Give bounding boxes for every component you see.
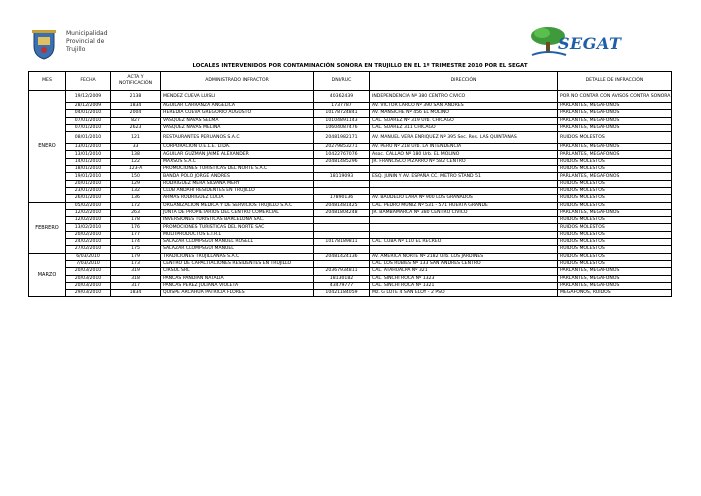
column-header-detalle: DETALLE DE INFRACCIÓN	[558, 72, 672, 91]
table-row	[29, 187, 672, 194]
detalle-cell: PARLANTES, MEGAFONOS	[558, 173, 672, 180]
dni-cell: 20481485296	[314, 158, 370, 165]
municipality-line-1: Municipalidad	[66, 30, 108, 37]
acta-cell: 132	[111, 187, 161, 194]
direccion-cell	[370, 180, 558, 187]
table-row	[29, 282, 672, 289]
dni-cell: 1737787	[314, 103, 370, 110]
detalle-cell: RUIDOS MOLESTOS	[558, 217, 672, 224]
acta-cell: 318	[111, 275, 161, 282]
infractor-cell: PANCAS PANDIAN NATALIA	[161, 275, 314, 282]
infractor-cell: RESTAURANTES PERUANOS S.A.C	[161, 132, 314, 144]
fecha-cell: 07/01/2010	[66, 124, 111, 131]
detalle-cell: PARLANTES, MEGAFONOS	[558, 268, 672, 275]
dni-cell: 20481982171	[314, 132, 370, 144]
dni-cell: 10104891143	[314, 117, 370, 124]
infractor-cell: QUISPE ARCAHUA PATRICIA FLORES	[161, 290, 314, 297]
direccion-cell: CAL. SINCHI ROCA Nº 1321	[370, 282, 558, 289]
table-row	[29, 253, 672, 260]
direccion-cell: INDEPENDENCIA Nº 380 CENTRO CIVICO	[370, 91, 558, 103]
acta-cell: 827	[111, 117, 161, 124]
direccion-cell: Mz. G LOTE 4 SAN ELOY - 2 PSO	[370, 290, 558, 297]
table-row	[29, 180, 672, 187]
table-row	[29, 268, 672, 275]
infractor-cell: CORPORACIÓN U.E.L.E. LTDA.	[161, 144, 314, 151]
direccion-cell: JR. FRANCISCO PIZARRO Nº 582 CENTRO	[370, 158, 558, 165]
detalle-cell: PARLANTES, MEGAFONOS	[558, 103, 672, 110]
detalle-cell: RUIDOS MOLESTOS	[558, 253, 672, 260]
detalle-cell: POR NO CONTAR CON AVISOS CONTRA SONORA	[558, 91, 672, 103]
acta-cell: 121	[111, 132, 161, 144]
direccion-cell: AV. BAUDELIO LARA Nº 900 LOS GRANADOS	[370, 195, 558, 202]
acta-cell: 2623	[111, 124, 161, 131]
acta-cell: 263	[111, 209, 161, 216]
acta-cell: 174	[111, 239, 161, 246]
table-header-row	[29, 72, 672, 91]
direccion-cell: CAL. LOS RUBIES Nº 133 SAN ANDRES CENTRO	[370, 260, 558, 267]
fecha-cell: 29/03/2010	[66, 290, 111, 297]
table-row	[29, 209, 672, 216]
fecha-cell: 28/12/2009	[66, 103, 111, 110]
dni-cell	[314, 166, 370, 173]
dni-cell	[314, 224, 370, 231]
acta-cell: 150	[111, 173, 161, 180]
table-row	[29, 124, 672, 131]
fecha-cell: 6/03/2010	[66, 253, 111, 260]
direccion-cell: AV. MANUEL VERA ENRIQUEZ Nº 395 Sec. Res. LAS QUINTANAS	[370, 132, 558, 144]
detalle-cell: PARLANTES, MEGAFONOS	[558, 151, 672, 158]
dni-cell: 20481424136	[314, 253, 370, 260]
dni-cell: 20279853271	[314, 144, 370, 151]
infractor-cell: SALAZAR CLOMPSGUI MANUEL	[161, 246, 314, 253]
dni-cell: 18130182	[314, 275, 370, 282]
fecha-cell: 19/12/2009	[66, 91, 111, 103]
dni-cell: 20367934811	[314, 268, 370, 275]
acta-cell: 319	[111, 268, 161, 275]
table-row	[29, 217, 672, 224]
infractor-cell: AGUILAR GUZMAN JAIME ALEXANDER	[161, 151, 314, 158]
column-header-fecha: FECHA	[66, 72, 111, 91]
dni-cell	[314, 231, 370, 238]
table-row	[29, 151, 672, 158]
detalle-cell: RUIDOS MOLESTOS	[558, 260, 672, 267]
infractor-cell: SALAZAR CLOMPSGUI MANUEL ROSELL	[161, 239, 314, 246]
direccion-cell	[370, 246, 558, 253]
acta-cell: 173	[111, 260, 161, 267]
table-row	[29, 275, 672, 282]
fecha-cell: 18/01/2010	[66, 166, 111, 173]
dni-cell	[314, 246, 370, 253]
infractor-cell: MENDEZ CUEVA LUISLI	[161, 91, 314, 103]
fecha-cell: 27/02/2010	[66, 246, 111, 253]
infractor-cell: VASQUEZ NAVAS SELMA	[161, 117, 314, 124]
fecha-cell: 13/02/2010	[66, 224, 111, 231]
direccion-cell: AV. PERÚ Nº 218 Urb. LA INTENDENCIA	[370, 144, 558, 151]
detalle-cell: RUIDOS MOLESTOS	[558, 224, 672, 231]
infractor-cell: PROMOCIONES TURISTICAS DEL NORTE S.A.C	[161, 166, 314, 173]
direccion-cell	[370, 224, 558, 231]
acta-cell: 176	[111, 224, 161, 231]
detalle-cell: PARLANTES, MEGAFONOS	[558, 117, 672, 124]
table-row	[29, 117, 672, 124]
fecha-cell: 20/03/2010	[66, 275, 111, 282]
municipality-line-3: Trujillo	[66, 46, 86, 53]
fecha-cell: 23/01/2010	[66, 187, 111, 194]
acta-cell: 1834	[111, 103, 161, 110]
table-row	[29, 195, 672, 202]
table-row	[29, 110, 672, 117]
acta-cell: 2138	[111, 91, 161, 103]
dni-cell: 20481481425	[314, 202, 370, 209]
fecha-cell: 12/02/2010	[66, 217, 111, 224]
dni-cell: 17890136	[314, 195, 370, 202]
infractor-cell: PANCAS PEREZ JULIANA VIOLETA	[161, 282, 314, 289]
direccion-cell	[370, 217, 558, 224]
direccion-cell: Asoc. CALLAO Nº 180 Urb. EL MOLINO	[370, 151, 558, 158]
page-title: LOCALES INTERVENIDOS POR CONTAMINACIÓN SONORA EN TRUJILLO EN EL 1º TRIMESTRE 2010 POR EL SEGAT	[192, 63, 528, 69]
municipality-name	[66, 30, 108, 54]
acta-cell: 317	[111, 282, 161, 289]
fecha-cell: 24/02/2010	[66, 239, 111, 246]
segat-logo	[528, 24, 658, 64]
detalle-cell: RUIDOS MOLESTOS	[558, 202, 672, 209]
fecha-cell: 20/03/2010	[66, 282, 111, 289]
direccion-cell: CAL. SINCHI ROCA Nº 1323	[370, 275, 558, 282]
fecha-cell: 20/02/2010	[66, 231, 111, 238]
table-row	[29, 103, 672, 110]
acta-cell: 178	[111, 217, 161, 224]
direccion-cell: AV. AMERICA NORTE Nº 2182 Urb. LOS JARDINES	[370, 253, 558, 260]
infractor-cell: ORGANIZACIÓN MEDICA Y DE SERVICIOS TRUJILLO S.A.C	[161, 202, 314, 209]
fecha-cell: 19/01/2010	[66, 173, 111, 180]
month-cell: FEBRERO	[29, 202, 66, 253]
dni-cell: 10422767076	[314, 151, 370, 158]
acta-cell: 177	[111, 231, 161, 238]
direccion-cell: JR. BAMBAMARCA Nº 380 CENTRO CIVICO	[370, 209, 558, 216]
infractor-cell: JUNTA DE PROPIETARIOS DEL CENTRO COMERCIAL	[161, 209, 314, 216]
detalle-cell: RUIDOS MOLESTOS	[558, 239, 672, 246]
direccion-cell: AV. VICTOR LARCO Nº 390 SAN ANDRES	[370, 103, 558, 110]
dni-cell: 10604087476	[314, 124, 370, 131]
detalle-cell: RUIDOS MOLESTOS	[558, 246, 672, 253]
dni-cell	[314, 187, 370, 194]
acta-cell: 136	[111, 195, 161, 202]
table-row	[29, 91, 672, 103]
detalle-cell: PARLANTES, MEGAFONOS	[558, 282, 672, 289]
infractor-cell: MAXSUS S.A.C	[161, 158, 314, 165]
coat-of-arms-icon	[30, 28, 58, 60]
infractor-cell: HEREDIA CUEVA GREGORIO AUGUSTO	[161, 110, 314, 117]
infractor-cell: MULTIPRODUCTOS E.I.R.L	[161, 231, 314, 238]
acta-cell: 179	[111, 253, 161, 260]
direccion-cell	[370, 231, 558, 238]
table-row	[29, 202, 672, 209]
infractor-cell: TRADICIONES TRUJILLANAS S.A.C	[161, 253, 314, 260]
column-header-dni: DNI/RUC	[314, 72, 370, 91]
detalle-cell: RUIDOS MOLESTOS	[558, 166, 672, 173]
direccion-cell: CAL. SUAREZ 311 CHICAGO	[370, 124, 558, 131]
fecha-cell: 13/01/2010	[66, 151, 111, 158]
table-row	[29, 224, 672, 231]
infractor-cell: AGUILAR CARRANZA ANGELICA	[161, 103, 314, 110]
dni-cell	[314, 217, 370, 224]
infractor-cell: VASQUEZ NAVAS MELINA	[161, 124, 314, 131]
table-row	[29, 260, 672, 267]
table-row	[29, 144, 672, 151]
infractor-cell: CENTRO DE CAPACITACIONES RESIDENTES EN TRUJILLO	[161, 260, 314, 267]
table-row	[29, 290, 672, 297]
table-row	[29, 231, 672, 238]
table-row	[29, 166, 672, 173]
table-row	[29, 132, 672, 144]
acta-cell: 175	[111, 246, 161, 253]
dni-cell: 20481804248	[314, 209, 370, 216]
month-cell: MARZO	[29, 253, 66, 297]
month-cell: ENERO	[29, 91, 66, 203]
infractor-cell: INVERSIONES TURISTICAS BARCELONA SAC.	[161, 217, 314, 224]
acta-cell: 129	[111, 180, 161, 187]
fecha-cell: 12/02/2010	[66, 209, 111, 216]
acta-cell: 1834	[111, 290, 161, 297]
dni-cell: 10178189811	[314, 239, 370, 246]
acta-cell: 172	[111, 202, 161, 209]
direccion-cell	[370, 166, 558, 173]
fecha-cell: 20/03/2010	[66, 268, 111, 275]
detalle-cell: PARLANTES, MEGAFONOS	[558, 110, 672, 117]
dni-cell: 43479777	[314, 282, 370, 289]
dni-cell: 10421184059	[314, 290, 370, 297]
segat-logo-text: SEGAT	[558, 34, 622, 53]
detalle-cell: RUIDOS MOLESTOS	[558, 195, 672, 202]
table-row	[29, 158, 672, 165]
direccion-cell: AV. MANSICHE Nº 456 EL MOLINO	[370, 110, 558, 117]
fecha-cell: 04/01/2010	[66, 110, 111, 117]
direccion-cell: CAL. ATAHUALPA Nº 321	[370, 268, 558, 275]
column-header-infractor: ADMINISTRADO INFRACTOR	[161, 72, 314, 91]
acta-cell: 33	[111, 144, 161, 151]
fecha-cell: 05/02/2010	[66, 202, 111, 209]
direccion-cell: CAL. SUAREZ Nº 319 Urb. CHICAGO	[370, 117, 558, 124]
detalle-cell: PARLANTES, MEGAFONOS	[558, 144, 672, 151]
infractor-cell: CIRSUL SRL	[161, 268, 314, 275]
detalle-cell: MEGAFONOS, RUIDOS	[558, 290, 672, 297]
detalle-cell: RUIDOS MOLESTOS	[558, 132, 672, 144]
fecha-cell: 14/01/2010	[66, 158, 111, 165]
acta-cell: 122	[111, 158, 161, 165]
table-row	[29, 173, 672, 180]
column-header-mes: MES	[29, 72, 66, 91]
table-row	[29, 239, 672, 246]
detalle-cell: PARLANTES, MEGAFONOS	[558, 275, 672, 282]
detalle-cell: RUIDOS MOLESTOS	[558, 158, 672, 165]
detalle-cell: RUIDOS MOLESTOS	[558, 231, 672, 238]
detalle-cell: PARLANTES, MEGAFONOS	[558, 124, 672, 131]
direccion-cell: CAL. CUBA Nº 110 EL RECREO	[370, 239, 558, 246]
detalle-cell: PARLANTES, MEGAFONOS	[558, 209, 672, 216]
table-row	[29, 246, 672, 253]
direccion-cell	[370, 187, 558, 194]
municipality-logo	[30, 24, 140, 64]
dni-cell	[314, 260, 370, 267]
infractor-cell: CLUB ANDAHI RESIDENTES EN TRUJILLO	[161, 187, 314, 194]
detalle-cell: RUIDOS MOLESTOS	[558, 180, 672, 187]
dni-cell: 18119093	[314, 173, 370, 180]
column-header-direccion: DIRECCIÓN	[370, 72, 558, 91]
fecha-cell: 20/01/2010	[66, 180, 111, 187]
dni-cell: 40362439	[314, 91, 370, 103]
direccion-cell: ESQ. JUNIN Y AV. ESPAÑA CC. METRO STAND 51	[370, 173, 558, 180]
fecha-cell: 26/01/2010	[66, 195, 111, 202]
municipality-line-2: Provincial de	[66, 38, 105, 45]
direccion-cell: CAL. PEDRO MUÑIZ Nº 531 - 571 HUERTA GRANDE	[370, 202, 558, 209]
infractor-cell: ARMAS RODRIGUEZ LUCIA	[161, 195, 314, 202]
infractions-table	[28, 71, 672, 297]
acta-cell: 123-A	[111, 166, 161, 173]
infractor-cell: PROMOCIONES TURISTICAS DEL NORTE SAC	[161, 224, 314, 231]
column-header-acta: ACTA Y NOTIFICACIÓN	[111, 72, 161, 91]
dni-cell: 10178724841	[314, 110, 370, 117]
detalle-cell: RUIDOS MOLESTOS	[558, 187, 672, 194]
fecha-cell: 13/01/2010	[66, 144, 111, 151]
fecha-cell: 7/03/2010	[66, 260, 111, 267]
acta-cell: 2004	[111, 110, 161, 117]
acta-cell: 138	[111, 151, 161, 158]
fecha-cell: 07/01/2010	[66, 117, 111, 124]
infractor-cell: RODRIGUEZ MERA SILVANA MERY	[161, 180, 314, 187]
infractor-cell: BANDA POLO JORGE ANDRES	[161, 173, 314, 180]
dni-cell	[314, 180, 370, 187]
fecha-cell: 08/01/2010	[66, 132, 111, 144]
